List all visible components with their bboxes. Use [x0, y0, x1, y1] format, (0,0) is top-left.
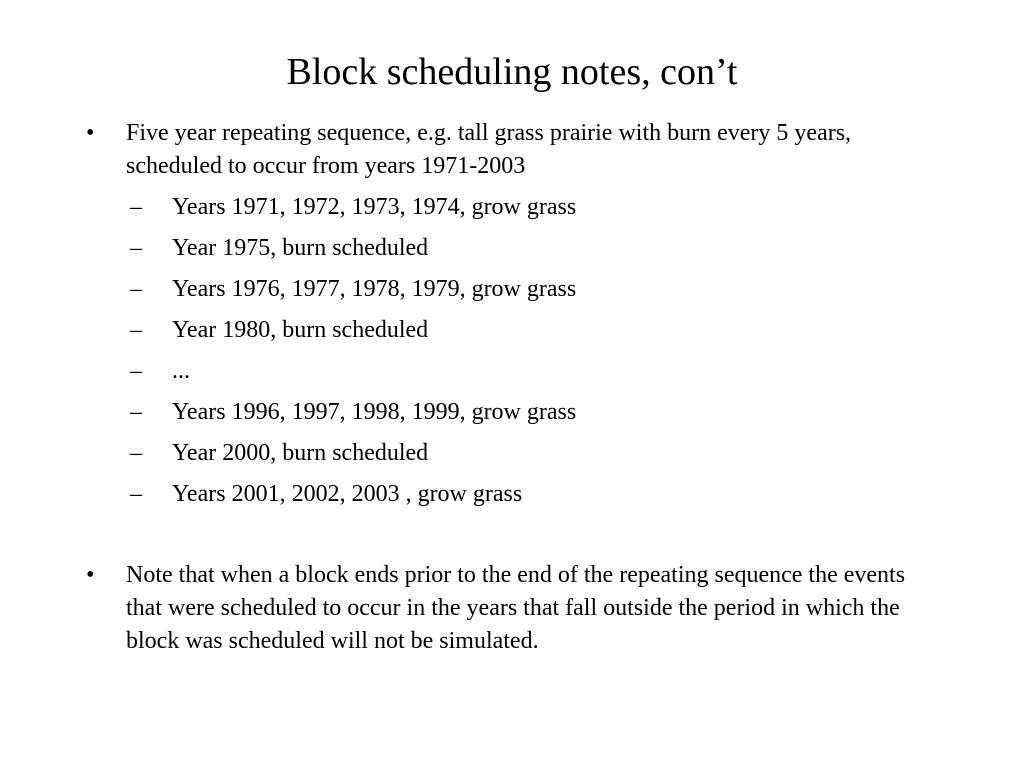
dash-marker: – [130, 235, 142, 261]
sub-item [0, 273, 1024, 306]
sub-item-text: Year 2000, burn scheduled [172, 440, 429, 466]
sub-item-text: Years 1996, 1997, 1998, 1999, grow grass [172, 399, 577, 425]
sub-item [0, 314, 1024, 347]
bullet-marker: • [86, 562, 95, 588]
sub-item-text: Years 2001, 2002, 2003 , grow grass [172, 481, 523, 507]
sub-item-text: ... [172, 358, 190, 384]
bullet-item [0, 559, 1024, 658]
dash-marker: – [130, 194, 142, 220]
bullet-marker: • [86, 120, 95, 146]
sub-item [0, 232, 1024, 265]
sub-item-text: Year 1980, burn scheduled [172, 317, 429, 343]
sub-item [0, 437, 1024, 470]
sub-item [0, 355, 1024, 388]
dash-marker: – [130, 481, 142, 507]
sub-item-text: Years 1971, 1972, 1973, 1974, grow grass [172, 194, 577, 220]
sub-item [0, 478, 1024, 511]
bullet-item [0, 117, 1024, 183]
dash-marker: – [130, 440, 142, 466]
slide-body [0, 117, 1024, 658]
slide-title: Block scheduling notes, con’t [286, 51, 738, 93]
dash-marker: – [130, 276, 142, 302]
dash-marker: – [130, 358, 142, 384]
sub-item [0, 191, 1024, 224]
bullet-text: Note that when a block ends prior to the end of the repeating sequence the events that were scheduled to occur in the years that fall outside the period in which the block was scheduled will not be simulated. [126, 562, 906, 654]
dash-marker: – [130, 399, 142, 425]
dash-marker: – [130, 317, 142, 343]
sub-item-text: Years 1976, 1977, 1978, 1979, grow grass [172, 276, 577, 302]
sub-list [0, 191, 1024, 511]
bullet-text: Five year repeating sequence, e.g. tall grass prairie with burn every 5 years, scheduled to occur from years 1971-2003 [126, 120, 852, 179]
sub-item [0, 396, 1024, 429]
sub-item-text: Year 1975, burn scheduled [172, 235, 429, 261]
